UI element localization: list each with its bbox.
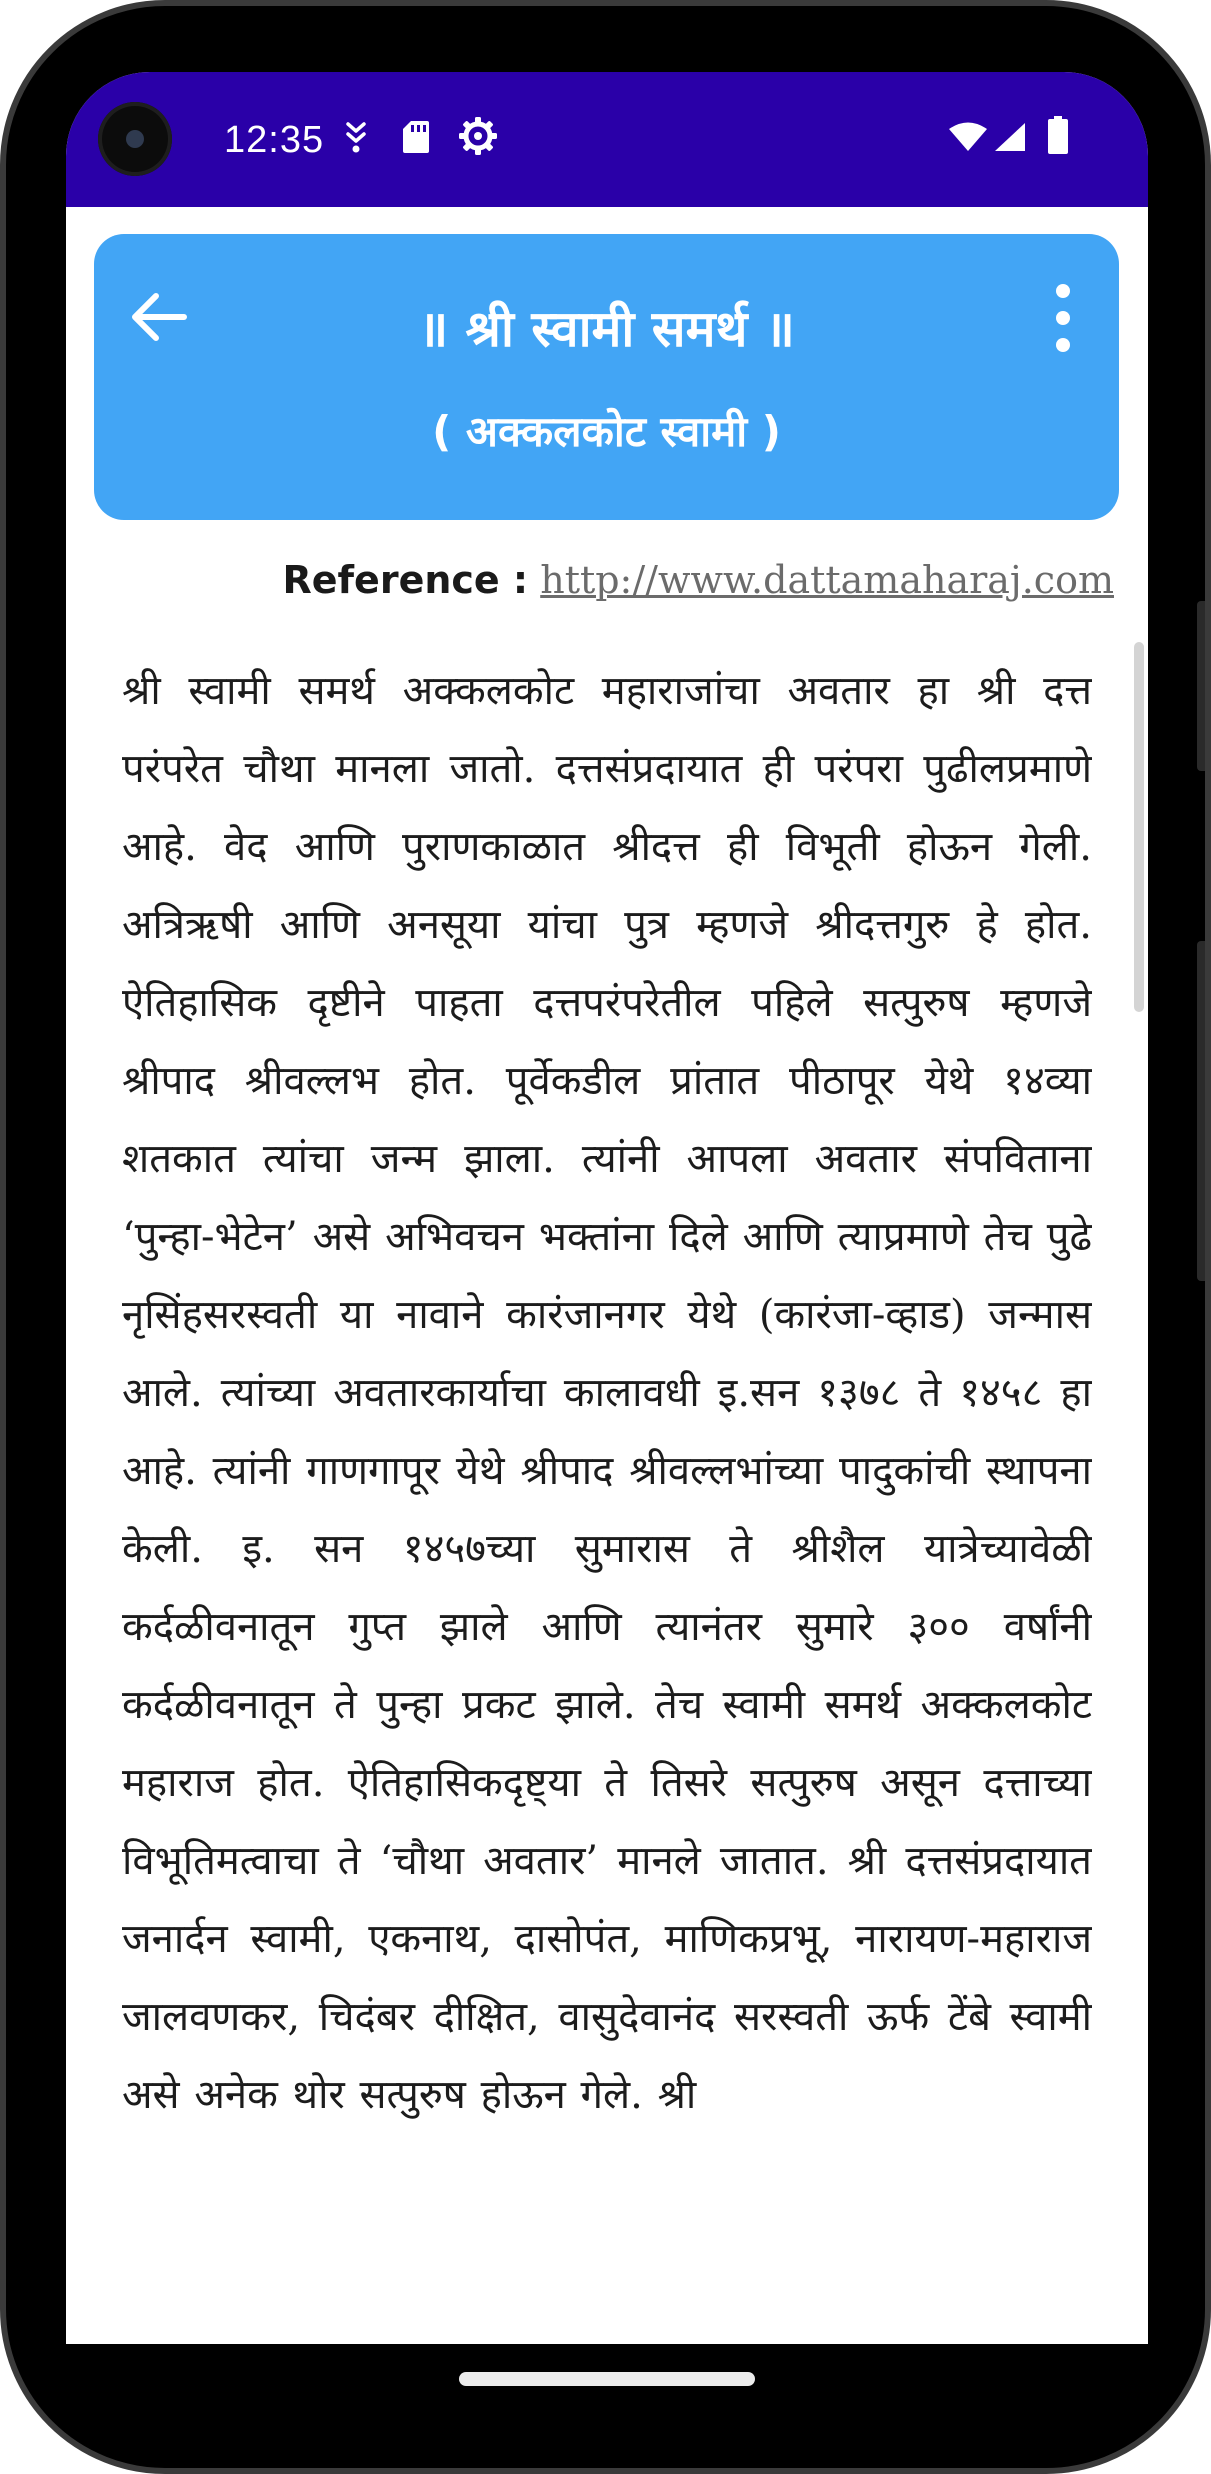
more-vert-icon [1043, 280, 1083, 356]
navigation-bar [66, 2344, 1148, 2414]
front-camera [98, 102, 172, 176]
article-content[interactable] [122, 652, 1092, 2344]
sd-card-icon [402, 120, 430, 154]
status-time: 12:35 [224, 119, 325, 161]
reference-link[interactable]: http://www.dattamaharaj.com [540, 558, 1114, 602]
reference-label: Reference : [282, 558, 529, 602]
more-options-button[interactable] [1043, 280, 1083, 356]
status-bar [66, 72, 1148, 207]
app-bar [94, 234, 1119, 520]
wifi-icon [948, 122, 988, 152]
power-button [1197, 601, 1205, 771]
app-subtitle: ( अक्कलकोट स्वामी ) [432, 407, 781, 456]
reference-line [106, 550, 1114, 610]
app-title: ॥ श्री स्वामी समर्थ ॥ [418, 300, 795, 358]
volume-button [1197, 941, 1205, 1281]
signal-icon [994, 122, 1026, 152]
arrow-back-icon [118, 276, 200, 358]
home-indicator[interactable] [459, 2372, 755, 2386]
data-saver-icon [344, 120, 368, 154]
back-button[interactable] [118, 276, 200, 358]
screen [66, 72, 1148, 2344]
settings-gear-icon [458, 116, 498, 156]
battery-icon [1048, 116, 1068, 154]
scrollbar[interactable] [1134, 642, 1144, 1012]
article-body: श्री स्वामी समर्थ अक्कलकोट महाराजांचा अवतार हा श्री दत्त परंपरेत चौथा मानला जातो. दत्तसंप्रदायात ही परंपरा पुढीलप्रमाणे आहे. वेद आणि पुराणकाळात श्रीदत्त ही विभूती होऊन गेली. अत्रिऋषी आणि अनसूया यांचा पुत्र म्हणजे श्रीदत्तगुरु हे होत. ऐतिहासिक दृष्टीने पाहता दत्तपरंपरेतील पहिले सत्पुरुष म्हणजे श्रीपाद श्रीवल्लभ होत. पूर्वेकडील प्रांतात पीठापूर येथे १४व्या शतकात त्यांचा जन्म झाला. त्यांनी आपला अवतार संपविताना ‘पुन्हा-भेटेन’ असे अभिवचन भक्तांना दिले आणि त्याप्रमाणे तेच पुढे नृसिंहसरस्वती या नावाने कारंजानगर येथे (कारंजा-व्हाड) जन्मास आले. त्यांच्या अवतारकार्याचा कालावधी इ.सन १३७८ ते १४५८ हा आहे. त्यांनी गाणगापूर येथे श्रीपाद श्रीवल्लभांच्या पादुकांची स्थापना केली. इ. सन १४५७च्या सुमारास ते श्रीशैल यात्रेच्यावेळी कर्दळीवनातून गुप्त झाले आणि त्यानंतर सुमारे ३०० वर्षांनी कर्दळीवनातून ते पुन्हा प्रकट झाले. तेच स्वामी समर्थ अक्कलकोट महाराज होत. ऐतिहासिकदृष्ट्या ते तिसरे सत्पुरुष असून दत्ताच्या विभूतिमत्वाचा ते ‘चौथा अवतार’ मानले जातात. श्री दत्तसंप्रदायात जनार्दन स्वामी, एकनाथ, दासोपंत, माणिकप्रभू, नारायण-महाराज जालवणकर, चिदंबर दीक्षित, वासुदेवानंद सरस्वती ऊर्फ टेंबे स्वामी असे अनेक थोर सत्पुरुष होऊन गेले. श्री [122, 668, 1092, 2118]
